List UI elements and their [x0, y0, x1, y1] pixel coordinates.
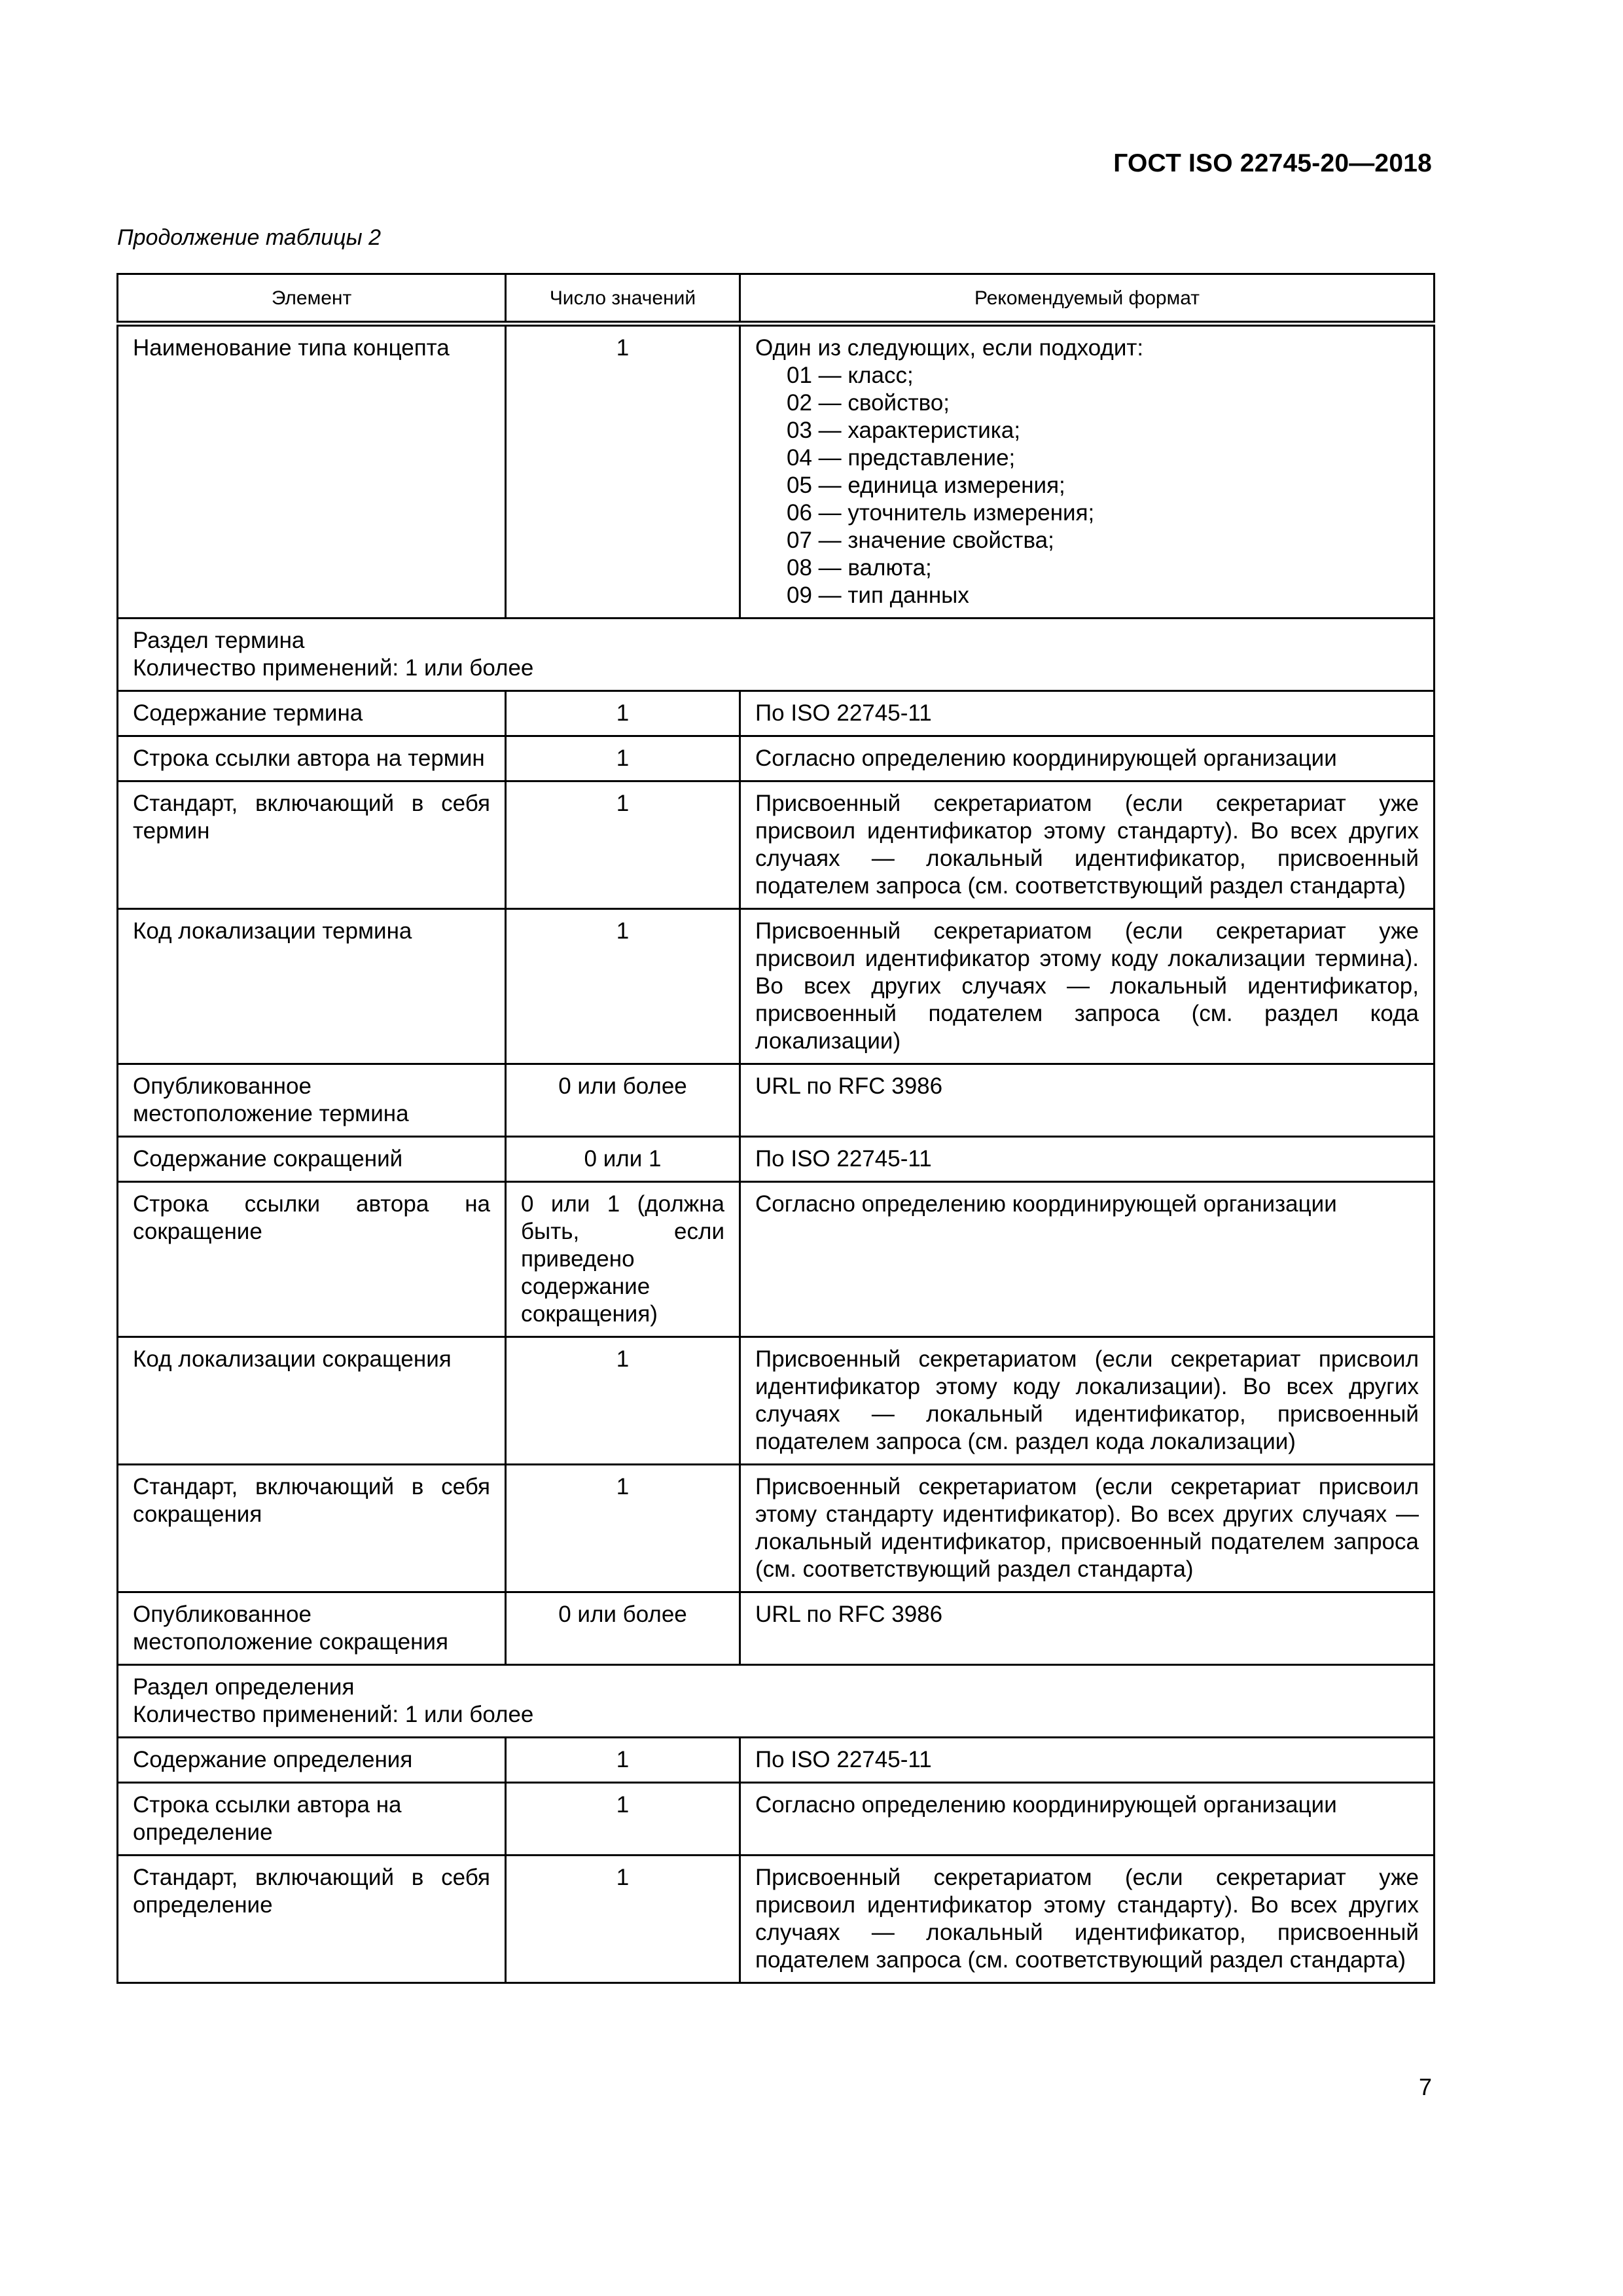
page-number: 7 [1418, 2073, 1432, 2100]
cell-element: Код локализации сокращения [118, 1337, 506, 1465]
cell-format: Присвоенный секретариатом (если секретариат уже присвоил идентификатор этому коду локализации термина). Во всех других случаях — локальный идентификатор, присвоенный подателем запроса (см. раздел кода локализации) [740, 909, 1435, 1064]
section-title: Раздел термина [133, 628, 305, 653]
format-list-item: 06 — уточнитель измерения; [787, 500, 1095, 526]
cell-format: Присвоенный секретариатом (если секретариат присвоил этому стандарту идентификатор). Во всех других случаях — локальный идентификатор, присвоенный подателем запроса (см. соответствующий раздел стандарта) [740, 1465, 1435, 1592]
table-row [118, 1137, 1435, 1182]
table-row [118, 781, 1435, 909]
cell-format: Присвоенный секретариатом (если секретариат уже присвоил идентификатор этому стандарту). Во всех других случаях — локальный идентификатор, присвоенный подателем запроса (см. соответствующий раздел стандарта) [740, 781, 1435, 909]
table-row [118, 1783, 1435, 1856]
cell-format: URL по RFC 3986 [740, 1064, 1435, 1137]
cell-count: 1 [506, 1465, 740, 1592]
section-cell-definition [118, 1665, 1435, 1738]
cell-format: Присвоенный секретариатом (если секретариат присвоил идентификатор этому коду локализации). Во всех других случаях — локальный идентификатор, присвоенный подателем запроса (см. раздел кода локализации) [740, 1337, 1435, 1465]
cell-element: Строка ссылки автора на определение [118, 1783, 506, 1856]
cell-format: Согласно определению координирующей организации [740, 1783, 1435, 1856]
table-continuation-label: Продолжение таблицы 2 [117, 225, 381, 250]
section-row [118, 619, 1435, 691]
cell-count: 0 или 1 (должна быть, если приведено содержание сокращения) [506, 1182, 740, 1337]
format-list-item: 01 — класс; [787, 363, 914, 388]
cell-count: 1 [506, 691, 740, 736]
cell-element: Наименование типа концепта [118, 324, 506, 619]
format-list-item: 02 — свойство; [787, 390, 950, 416]
table-row [118, 324, 1435, 619]
cell-element: Опубликованное местоположение термина [118, 1064, 506, 1137]
section-title: Раздел определения [133, 1674, 355, 1700]
requirements-table [116, 273, 1435, 1984]
cell-element: Строка ссылки автора на сокращение [118, 1182, 506, 1337]
column-header-format: Рекомендуемый формат [740, 274, 1435, 324]
cell-element: Стандарт, включающий в себя сокращения [118, 1465, 506, 1592]
format-list-item: 09 — тип данных [787, 583, 969, 608]
cell-element: Содержание определения [118, 1738, 506, 1783]
cell-count: 1 [506, 1337, 740, 1465]
cell-count: 0 или 1 [506, 1137, 740, 1182]
format-intro: Один из следующих, если подходит: [755, 335, 1144, 361]
cell-count: 1 [506, 324, 740, 619]
cell-element: Стандарт, включающий в себя термин [118, 781, 506, 909]
table-row [118, 1592, 1435, 1665]
cell-count: 1 [506, 1856, 740, 1983]
column-header-count: Число значений [506, 274, 740, 324]
cell-element: Содержание термина [118, 691, 506, 736]
cell-format: По ISO 22745-11 [740, 1738, 1435, 1783]
format-list-item: 05 — единица измерения; [787, 473, 1065, 498]
cell-count: 0 или более [506, 1592, 740, 1665]
format-list-item: 08 — валюта; [787, 555, 932, 581]
cell-format: URL по RFC 3986 [740, 1592, 1435, 1665]
cell-count: 1 [506, 781, 740, 909]
section-row [118, 1665, 1435, 1738]
format-list-item: 03 — характеристика; [787, 418, 1021, 443]
cell-count: 1 [506, 736, 740, 781]
table-row [118, 1465, 1435, 1592]
table-row [118, 691, 1435, 736]
cell-count: 1 [506, 1783, 740, 1856]
section-usage: Количество применений: 1 или более [133, 1702, 534, 1727]
document-id: ГОСТ ISO 22745-20—2018 [1113, 149, 1432, 177]
cell-element: Опубликованное местоположение сокращения [118, 1592, 506, 1665]
cell-element: Содержание сокращений [118, 1137, 506, 1182]
section-cell-term [118, 619, 1435, 691]
table-row [118, 1182, 1435, 1337]
cell-element: Строка ссылки автора на термин [118, 736, 506, 781]
section-usage: Количество применений: 1 или более [133, 655, 534, 681]
cell-format: Согласно определению координирующей организации [740, 1182, 1435, 1337]
column-header-element: Элемент [118, 274, 506, 324]
cell-format: По ISO 22745-11 [740, 1137, 1435, 1182]
cell-count: 0 или более [506, 1064, 740, 1137]
table-header-row [118, 274, 1435, 324]
table-row [118, 1738, 1435, 1783]
table-row [118, 1064, 1435, 1137]
cell-element: Стандарт, включающий в себя определение [118, 1856, 506, 1983]
cell-format: Согласно определению координирующей организации [740, 736, 1435, 781]
cell-element: Код локализации термина [118, 909, 506, 1064]
format-list-item: 04 — представление; [787, 445, 1016, 471]
cell-format [740, 324, 1435, 619]
cell-count: 1 [506, 1738, 740, 1783]
table-row [118, 736, 1435, 781]
cell-format: По ISO 22745-11 [740, 691, 1435, 736]
table-row [118, 1337, 1435, 1465]
table-row [118, 1856, 1435, 1983]
cell-count: 1 [506, 909, 740, 1064]
table-row [118, 909, 1435, 1064]
format-list-item: 07 — значение свойства; [787, 528, 1054, 553]
cell-format: Присвоенный секретариатом (если секретариат уже присвоил идентификатор этому стандарту). Во всех других случаях — локальный идентификатор, присвоенный подателем запроса (см. соответствующий раздел стандарта) [740, 1856, 1435, 1983]
